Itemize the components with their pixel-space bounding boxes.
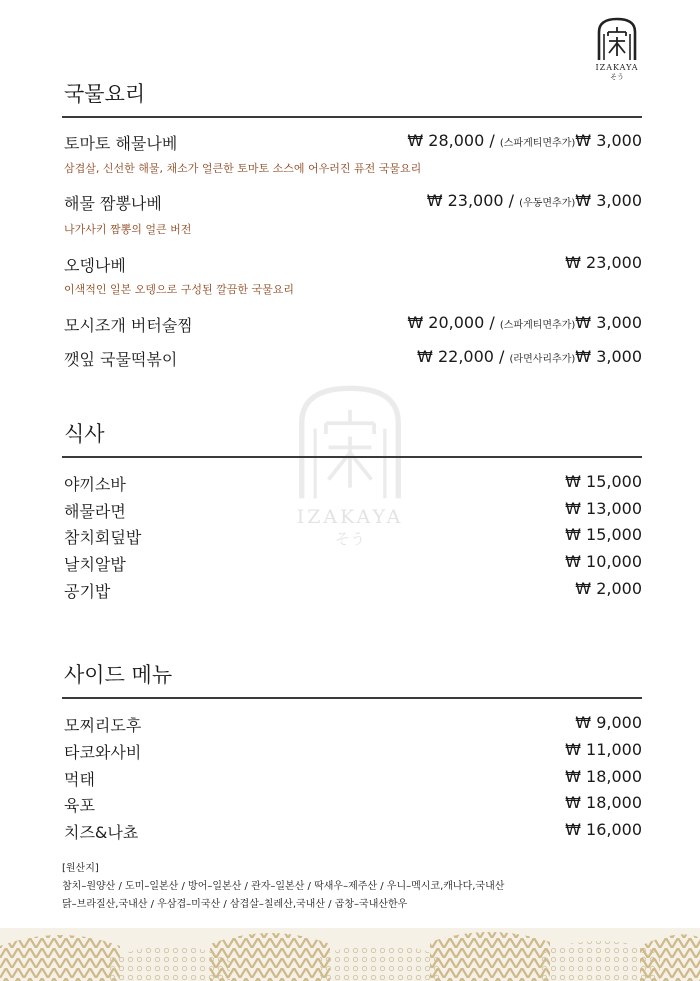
izakaya-logo-icon bbox=[595, 16, 639, 62]
section-divider bbox=[62, 697, 642, 699]
extra-price: ₩ 3,000 bbox=[575, 191, 642, 210]
menu-item bbox=[62, 579, 642, 605]
menu-item-price: ₩ 11,000 bbox=[565, 740, 642, 759]
watermark-brand: IZAKAYA bbox=[296, 506, 404, 528]
origin-title: [원산지] bbox=[62, 863, 99, 874]
menu-item-price bbox=[407, 131, 642, 150]
menu-item-name: 오뎅나베 bbox=[64, 256, 126, 275]
menu-item bbox=[62, 552, 642, 578]
extra-label: (스파게티면추가) bbox=[499, 138, 576, 149]
menu-item-price: ₩ 18,000 bbox=[565, 767, 642, 786]
menu-item bbox=[62, 740, 642, 766]
menu-item-price: ₩ 9,000 bbox=[575, 713, 642, 732]
menu-item bbox=[62, 820, 642, 846]
menu-item-name: 깻잎 국물떡볶이 bbox=[64, 350, 178, 369]
menu-item-price: ₩ 15,000 bbox=[565, 525, 642, 544]
menu-item bbox=[62, 253, 642, 279]
menu-item bbox=[62, 131, 642, 157]
menu-item-description: 삼겹살, 신선한 해물, 채소가 얼큰한 토마토 소스에 어우러진 퓨전 국물요리 bbox=[64, 162, 422, 175]
menu-item bbox=[62, 499, 642, 525]
menu-item-name: 육포 bbox=[64, 796, 95, 815]
extra-label: (스파게티면추가) bbox=[499, 320, 576, 331]
watermark-sub: そう bbox=[334, 530, 365, 548]
menu-item-name: 모찌리도후 bbox=[64, 716, 142, 735]
menu-item-name: 야끼소바 bbox=[64, 475, 126, 494]
menu-item bbox=[62, 713, 642, 739]
menu-item-name: 공기밥 bbox=[64, 582, 111, 601]
menu-item bbox=[62, 525, 642, 551]
menu-item bbox=[62, 767, 642, 793]
extra-price: ₩ 3,000 bbox=[575, 131, 642, 150]
menu-item bbox=[62, 347, 642, 373]
menu-item-description: 나가사키 짬뽕의 얼큰 버전 bbox=[64, 223, 192, 236]
menu-item-price bbox=[427, 191, 642, 210]
section-soup bbox=[62, 78, 642, 118]
menu-item-name: 토마토 해물나베 bbox=[64, 134, 178, 153]
menu-item-price bbox=[417, 347, 642, 366]
menu-item-price: ₩ 15,000 bbox=[565, 472, 642, 491]
decorative-pattern-band bbox=[0, 928, 700, 981]
price-main: ₩ 22,000 / bbox=[417, 347, 505, 366]
menu-item-name: 참치회덮밥 bbox=[64, 528, 142, 547]
menu-item bbox=[62, 793, 642, 819]
section-title-meal: 식사 bbox=[64, 422, 105, 446]
menu-item-price: ₩ 16,000 bbox=[565, 820, 642, 839]
menu-item bbox=[62, 472, 642, 498]
section-meal bbox=[62, 418, 642, 458]
brand-sub: そう bbox=[610, 73, 624, 81]
section-title-side: 사이드 메뉴 bbox=[64, 663, 173, 687]
price-main: ₩ 23,000 / bbox=[426, 191, 515, 210]
menu-item-price: ₩ 13,000 bbox=[565, 499, 642, 518]
menu-item-name: 해물 짬뽕나베 bbox=[64, 194, 162, 213]
menu-item-name: 먹태 bbox=[64, 770, 95, 789]
section-divider bbox=[62, 456, 642, 458]
menu-item-price: ₩ 10,000 bbox=[565, 552, 642, 571]
extra-label: (라면사리추가) bbox=[509, 354, 576, 365]
menu-item-name: 모시조개 버터술찜 bbox=[64, 316, 193, 335]
origin-info bbox=[62, 860, 642, 914]
menu-item-name: 해물라면 bbox=[64, 502, 126, 521]
menu-item-price: ₩ 2,000 bbox=[575, 579, 642, 598]
menu-item-description: 이색적인 일본 오뎅으로 구성된 깔끔한 국물요리 bbox=[64, 283, 295, 296]
origin-line: 참치–원양산 / 도미–일본산 / 방어–일본산 / 관자–일본산 / 딱새우–제주산 / 우니–멕시코,캐나다,국내산 bbox=[62, 881, 505, 892]
brand-name: IZAKAYA bbox=[595, 63, 639, 72]
section-side bbox=[62, 659, 642, 699]
menu-item-name: 날치알밥 bbox=[64, 555, 126, 574]
price-main: ₩ 28,000 / bbox=[407, 131, 495, 150]
menu-item-price: ₩ 23,000 bbox=[565, 253, 642, 272]
menu-item-name: 타코와사비 bbox=[64, 743, 142, 762]
menu-item bbox=[62, 313, 642, 339]
extra-price: ₩ 3,000 bbox=[575, 313, 642, 332]
menu-item-price: ₩ 18,000 bbox=[565, 793, 642, 812]
section-title-soup: 국물요리 bbox=[64, 82, 146, 106]
section-divider bbox=[62, 116, 642, 118]
menu-item-price bbox=[407, 313, 642, 332]
extra-label: (우동면추가) bbox=[519, 198, 576, 209]
menu-item bbox=[62, 191, 642, 217]
brand-logo bbox=[589, 16, 645, 82]
menu-item-name: 치즈&나쵸 bbox=[64, 823, 139, 842]
origin-line: 닭–브라질산,국내산 / 우삼겹–미국산 / 삼겹살–칠레산,국내산 / 곱창–국내산한우 bbox=[62, 899, 408, 910]
extra-price: ₩ 3,000 bbox=[575, 347, 642, 366]
price-main: ₩ 20,000 / bbox=[407, 313, 495, 332]
